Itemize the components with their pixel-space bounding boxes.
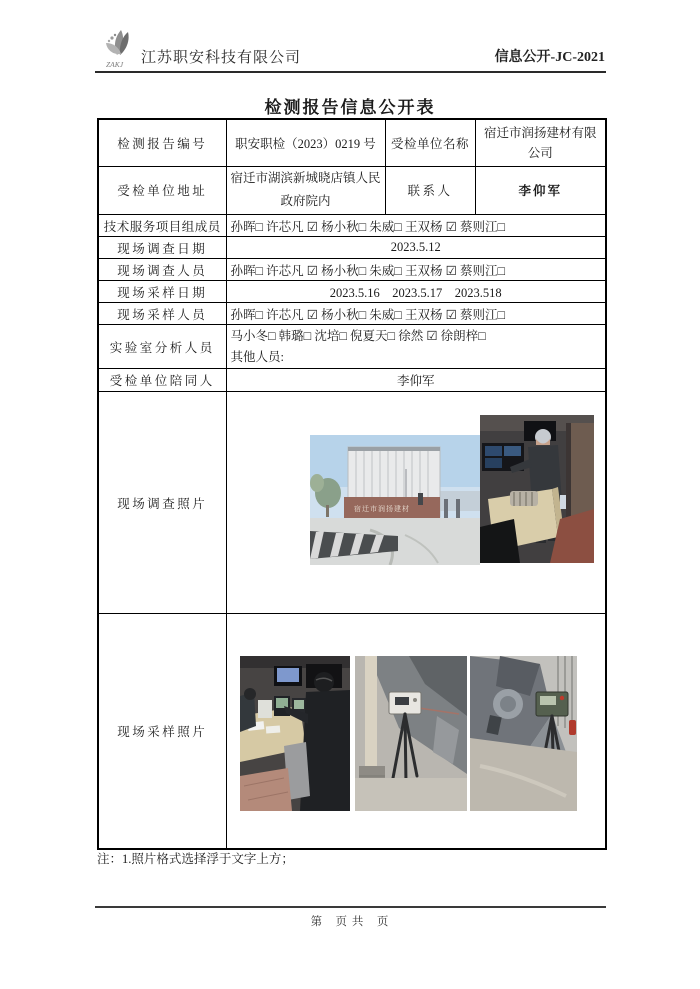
unit-name-value: 宿迁市润扬建材有限公司 xyxy=(475,119,606,166)
survey-photos-label: 现场调查照片 xyxy=(98,392,226,614)
logo-text: ZAKJ xyxy=(106,60,124,69)
table-row xyxy=(98,614,606,849)
survey-staff-checklist: 孙晖□ 许芯凡 ☑ 杨小秋□ 朱威□ 王双杨 ☑ 蔡则江□ xyxy=(226,259,606,281)
company-name: 江苏职安科技有限公司 xyxy=(141,50,302,66)
survey-date-value: 2023.5.12 xyxy=(226,237,606,259)
disclosure-form-table xyxy=(97,118,607,850)
page-number: 第 页 共 页 xyxy=(310,916,390,928)
lab-staff-checklist: 马小冬□ 韩璐□ 沈培□ 倪夏天□ 徐然 ☑ 徐朗梓□ xyxy=(230,328,486,343)
contact-label: 联系人 xyxy=(385,166,475,215)
sampling-date-label: 现场采样日期 xyxy=(98,281,226,303)
page-title: 检测报告信息公开表 xyxy=(264,98,436,117)
sampling-photo-control-room xyxy=(240,656,350,811)
survey-staff-label: 现场调查人员 xyxy=(98,259,226,281)
table-row xyxy=(98,237,606,259)
footer-divider xyxy=(95,906,606,908)
unit-address-value: 宿迁市湖滨新城晓店镇人民政府院内 xyxy=(226,166,385,215)
tech-team-label: 技术服务项目组成员 xyxy=(98,215,226,237)
sampling-photo-mixer-sampler xyxy=(470,656,577,811)
table-row xyxy=(98,369,606,392)
sampling-staff-checklist: 孙晖□ 许芯凡 ☑ 杨小秋□ 朱威□ 王双杨 ☑ 蔡则江□ xyxy=(226,303,606,325)
report-number-label: 检测报告编号 xyxy=(98,119,226,166)
sampling-staff-label: 现场采样人员 xyxy=(98,303,226,325)
table-row xyxy=(98,281,606,303)
table-row xyxy=(98,325,606,369)
survey-photos-cell xyxy=(226,392,606,614)
table-row xyxy=(98,119,606,166)
header-divider xyxy=(95,71,606,73)
unit-address-label: 受检单位地址 xyxy=(98,166,226,215)
lab-staff-cell xyxy=(226,325,606,369)
sampling-photos-cell xyxy=(226,614,606,849)
document-code: 信息公开-JC-2021 xyxy=(494,50,605,65)
footnote: 注：1.照片格式选择浮于文字上方； xyxy=(97,852,294,866)
contact-value: 李仰军 xyxy=(475,166,606,215)
escort-value: 李仰军 xyxy=(226,369,606,392)
sampling-photos-label: 现场采样照片 xyxy=(98,614,226,849)
table-row xyxy=(98,392,606,614)
svg-text:宿迁市润扬建材: 宿迁市润扬建材 xyxy=(353,504,410,513)
table-row xyxy=(98,259,606,281)
survey-date-label: 现场调查日期 xyxy=(98,237,226,259)
table-row xyxy=(98,215,606,237)
tech-team-checklist: 孙晖□ 许芯凡 ☑ 杨小秋□ 朱威□ 王双杨 ☑ 蔡则江□ xyxy=(226,215,606,237)
lab-staff-label: 实验室分析人员 xyxy=(98,325,226,369)
company-logo-icon xyxy=(100,28,140,72)
escort-label: 受检单位陪同人 xyxy=(98,369,226,392)
table-row xyxy=(98,303,606,325)
survey-photo-factory-gate xyxy=(310,435,480,565)
sampling-date-value: 2023.5.16 2023.5.17 2023.518 xyxy=(226,281,606,303)
unit-name-label: 受检单位名称 xyxy=(385,119,475,166)
table-row xyxy=(98,166,606,215)
lab-staff-others: 其他人员: xyxy=(230,349,284,364)
survey-photo-indoor-inspection xyxy=(480,415,594,563)
sampling-photo-duct-sampler xyxy=(355,656,467,811)
report-number-value: 职安职检（2023）0219 号 xyxy=(226,119,385,166)
